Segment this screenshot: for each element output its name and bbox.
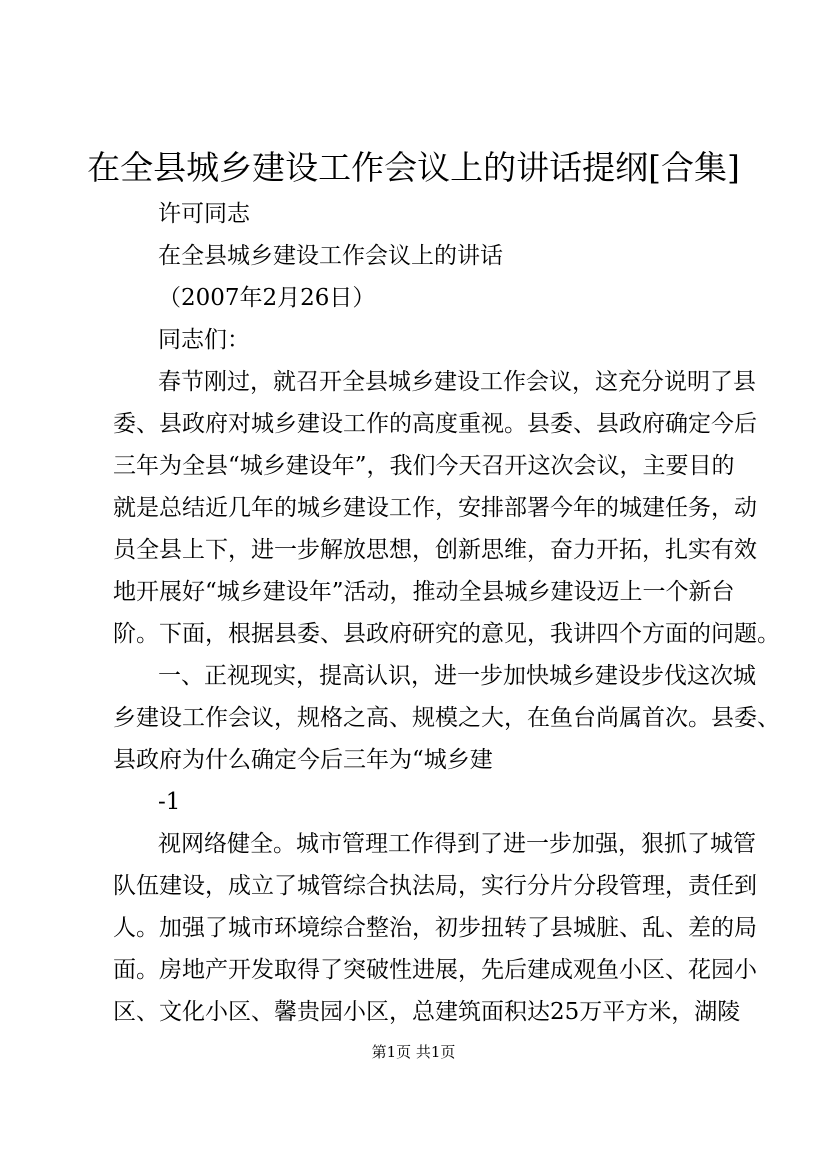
text-line: 县政府为什么确定今后三年为“城乡建	[113, 747, 493, 773]
document-title: 在全县城乡建设工作会议上的讲话提纲[合集]	[87, 148, 740, 187]
text-line: 地开展好“城乡建设年”活动，推动全县城乡建设迈上一个新台	[113, 579, 735, 605]
text-line: 许可同志	[158, 201, 250, 227]
text-line: 区、文化小区、馨贵园小区，总建筑面积达25万平方米，湖陵	[113, 999, 741, 1025]
text-line: 视网络健全。城市管理工作得到了进一步加强，狠抓了城管	[158, 831, 756, 857]
text-line: 就是总结近几年的城乡建设工作，安排部署今年的城建任务，动	[113, 495, 757, 521]
text-line: 阶。下面，根据县委、县政府研究的意见，我讲四个方面的问题。	[113, 621, 780, 647]
document-body	[113, 193, 780, 1033]
page-marker: -1	[158, 789, 181, 815]
text-line: 委、县政府对城乡建设工作的高度重视。县委、县政府确定今后	[113, 411, 757, 437]
text-line: 面。房地产开发取得了突破性进展，先后建成观鱼小区、花园小	[113, 957, 757, 983]
page-footer: 第1页 共1页	[371, 1043, 456, 1061]
text-line: 三年为全县“城乡建设年”，我们今天召开这次会议，主要目的	[113, 453, 735, 479]
text-line: （2007年2月26日）	[158, 285, 376, 311]
text-line: 人。加强了城市环境综合整治，初步扭转了县城脏、乱、差的局	[113, 915, 757, 941]
text-line: 春节刚过，就召开全县城乡建设工作会议，这充分说明了县	[158, 369, 756, 395]
text-line: 队伍建设，成立了城管综合执法局，实行分片分段管理，责任到	[113, 873, 757, 899]
text-line: 在全县城乡建设工作会议上的讲话	[158, 243, 503, 269]
text-line: 乡建设工作会议，规格之高、规模之大，在鱼台尚属首次。县委、	[113, 705, 780, 731]
text-line: 一、正视现实，提高认识，进一步加快城乡建设步伐这次城	[158, 663, 756, 689]
text-line: 员全县上下，进一步解放思想，创新思维，奋力开拓，扎实有效	[113, 537, 757, 563]
text-line: 同志们：	[158, 327, 250, 353]
